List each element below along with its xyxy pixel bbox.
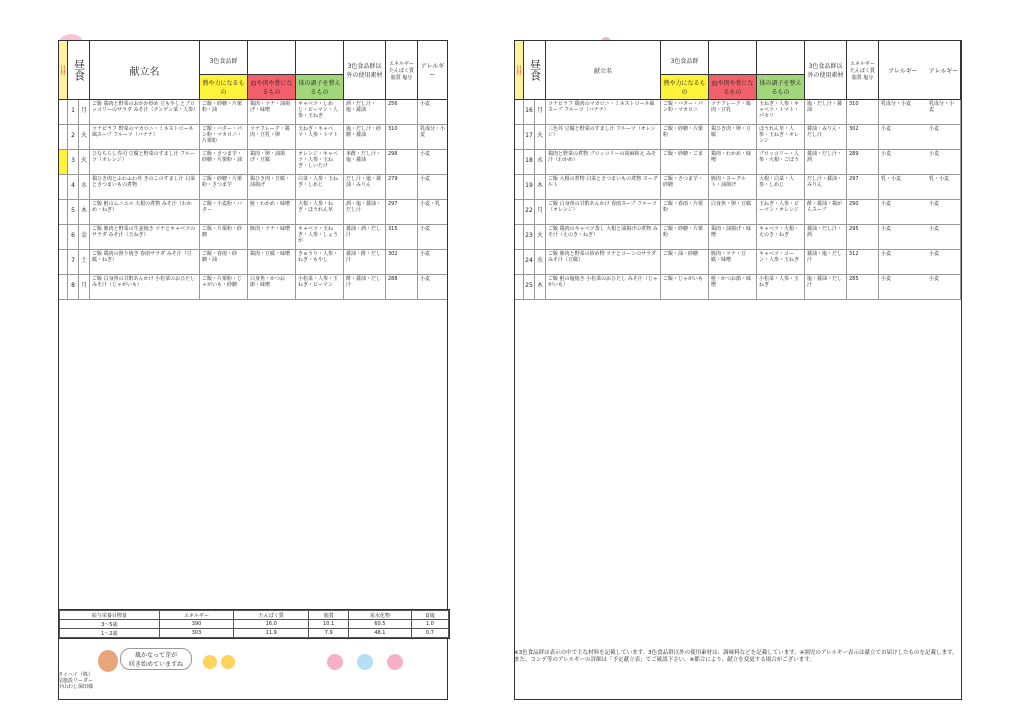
summary-row2-energy: 303 — [159, 629, 234, 638]
yellow-group-cell: ご飯・砂糖・片栗粉・さつま芋 — [200, 175, 248, 199]
table-row — [515, 275, 961, 300]
red-group-cell: 鶏肉・卵・油揚げ・豆腐 — [248, 150, 296, 174]
summary-col-protein: たんぱく質 — [234, 611, 309, 620]
red-group-cell: 鮭・わかめ・味噌 — [248, 200, 296, 224]
row-side — [515, 250, 524, 274]
yellow-group-label-right: 熱や力になるもの — [661, 74, 708, 99]
menu-text: 三色丼 豆腐と野菜のすまし汁 フルーツ（オレンジ） — [546, 125, 661, 149]
yellow-group-cell: ご飯・春雨・砂糖・油 — [200, 250, 248, 274]
day-of-week: 月 — [79, 275, 90, 299]
menu-text: ツナピラフ 野菜のマカロニ・ミネストローネ風スープ フルーツ（バナナ） — [90, 125, 200, 149]
menu-text: ツナピラフ 鶏肉のマカロニ・ミネストローネ風スープ フルーツ（バナナ） — [546, 100, 661, 124]
other-ingredients-cell: だし汁・醤油・みりん — [805, 175, 847, 199]
green-group-label: 体の調子を整えるもの — [296, 74, 343, 99]
yellow-group-heading — [200, 41, 248, 99]
summary-col-carb: 炭水化物 — [349, 611, 411, 620]
day-of-week: 水 — [79, 175, 90, 199]
energy-cell: 289 — [847, 150, 879, 174]
allergy-cell: 小麦 — [420, 151, 431, 157]
other-heading: 3色食品群以外の使用素材 — [344, 41, 386, 99]
yellow-group-cell: ご飯・バター・パン粉・マカロニ・片栗粉 — [200, 125, 248, 149]
red-group-cell: 鶏肉・ツナ・油揚げ・味噌 — [248, 100, 296, 124]
red-group-cell: ツナフレーク・鶏肉・豆乳・卵 — [248, 125, 296, 149]
day-number: 7 — [68, 250, 79, 274]
other-ingredients-cell: 醤油・だし汁・酒 — [805, 225, 847, 249]
menu-text: ご飯 大根の煮物 白菜とさつまいもの煮物 ヨーグルト — [546, 175, 661, 199]
other-ingredients-cell: だし汁・塩・醤油・みりん — [344, 175, 386, 199]
day-number: 19 — [524, 175, 535, 199]
green-group-cell: 大根・人参・ねぎ・ほうれん草 — [296, 200, 344, 224]
energy-cell: 298 — [386, 150, 418, 174]
row-side — [59, 250, 68, 274]
side-label: 日付 — [59, 41, 68, 99]
row-side — [515, 100, 524, 124]
table-row — [59, 100, 447, 125]
energy-cell: 297 — [386, 200, 418, 224]
menu-table-right — [514, 40, 962, 700]
summary-title: 給与栄養目標量 — [60, 611, 160, 620]
green-group-cell: 小松菜・人参・玉ねぎ — [757, 275, 805, 299]
row-side — [59, 100, 68, 124]
table-row — [515, 200, 961, 225]
red-group-cell: 鮭・かつお節・味噌 — [709, 275, 757, 299]
yellow-group-cell: ご飯・さつま芋・砂糖・片栗粉・油 — [200, 150, 248, 174]
allergy-cell: 小麦 — [881, 201, 892, 207]
row-side — [515, 150, 524, 174]
red-group-cell: 白身魚・かつお節・味噌 — [248, 275, 296, 299]
green-group-cell: 玉ねぎ・人参・キャベツ・トマト・パセリ — [757, 100, 805, 124]
summary-row2-label: 1〜2歳 — [60, 629, 160, 638]
yellow-group-cell: ご飯・小麦粉・バター — [200, 200, 248, 224]
other-heading-right: 3色食品群以外の使用素材 — [805, 41, 847, 99]
green-group-cell: 小松菜・人参・玉ねぎ・ピーマン — [296, 275, 344, 299]
summary-row1-label: 3〜5歳 — [60, 620, 160, 629]
green-group-heading-right — [757, 41, 805, 99]
allergy-cell: 小麦・乳 — [420, 201, 441, 207]
table-header-right — [515, 41, 961, 100]
yellow-group-cell: ご飯・春雨・片栗粉 — [661, 200, 709, 224]
day-of-week: 月 — [79, 100, 90, 124]
energy-cell: 279 — [386, 175, 418, 199]
day-of-week: 金 — [79, 225, 90, 249]
day-number: 8 — [68, 275, 79, 299]
row-side — [515, 125, 524, 149]
energy-cell: 302 — [847, 125, 879, 149]
side-label-right: 日付 — [515, 41, 524, 99]
other-ingredients-cell: 醤油・みりん・だし汁 — [805, 125, 847, 149]
allergy-cell: 小麦 — [420, 251, 431, 257]
red-group-cell: 鶏肉・わかめ・味噌 — [709, 150, 757, 174]
green-group-cell: キャベツ・しめじ・ピーマン・人参・玉ねぎ — [296, 100, 344, 124]
day-number: 2 — [68, 125, 79, 149]
allergy-cell: 小麦 — [881, 151, 892, 157]
day-of-week: 火 — [79, 125, 90, 149]
day-of-week: 火 — [79, 150, 90, 174]
menu-text: 鶏肉と野菜の煮物 ブロッコリーの胡麻和え みそ汁（わかめ） — [546, 150, 661, 174]
table-row — [515, 250, 961, 275]
menu-text: 鶏ひき肉とふわふわ丼 きのこのすまし汁 白菜とさつまいもの煮物 — [90, 175, 200, 199]
allergy-cell: 乳成分・小麦 — [420, 126, 446, 138]
red-group-cell: 豚肉・ヨーグルト・油揚げ — [709, 175, 757, 199]
red-group-cell: 鶏肉・油揚げ・味噌 — [709, 225, 757, 249]
summary-row2-carb: 48.1 — [349, 629, 411, 638]
yellow-group-cell: ご飯・砂糖・片栗粉 — [661, 125, 709, 149]
allergy-cell: 小麦 — [420, 176, 431, 182]
allergy-cell-2: 乳・小麦 — [927, 175, 961, 199]
green-group-cell: きゅうり・人参・ねぎ・もやし — [296, 250, 344, 274]
other-ingredients-cell: 塩・だし汁・砂糖・醤油 — [344, 125, 386, 149]
day-number: 4 — [68, 175, 79, 199]
table-row — [59, 275, 447, 300]
other-ingredients-cell: 醤油・だし汁・酒 — [805, 150, 847, 174]
day-number: 22 — [524, 200, 535, 224]
row-side — [59, 125, 68, 149]
allergy-cell: 小麦 — [420, 276, 431, 282]
day-number: 16 — [524, 100, 535, 124]
allergy-cell: 小麦 — [881, 126, 892, 132]
day-number: 24 — [524, 250, 535, 274]
red-group-cell: 豚肉・ツナ・味噌 — [248, 225, 296, 249]
row-side — [515, 200, 524, 224]
menu-text: ご飯 白身魚の甘酢あんかけ 小松菜のおひたし みそ汁（じゃがいも） — [90, 275, 200, 299]
group-heading: 3色食品群 — [209, 58, 238, 65]
day-number: 1 — [68, 100, 79, 124]
allergy-heading: アレルギー — [420, 63, 445, 79]
allergy-cell: 乳成分・小麦 — [881, 101, 912, 107]
day-of-week: 月 — [535, 200, 546, 224]
row-side — [59, 150, 68, 174]
day-number: 6 — [68, 225, 79, 249]
allergy-cell: 小麦 — [420, 101, 431, 107]
row-side — [59, 275, 68, 299]
allergy-cell-2: 小麦 — [927, 200, 961, 224]
allergy-cell-2: 小麦 — [927, 275, 961, 299]
energy-cell: 302 — [386, 250, 418, 274]
other-ingredients-cell: 酢・醤油・だし汁 — [344, 275, 386, 299]
other-ingredients-cell: 酢・醤油・鶏がらスープ — [805, 200, 847, 224]
day-number: 18 — [524, 150, 535, 174]
green-group-cell: 白菜・人参・玉ねぎ・しめじ — [296, 175, 344, 199]
allergy-cell: 乳・小麦 — [881, 176, 902, 182]
allergy-cell-2: 小麦 — [927, 225, 961, 249]
summary-row2-protein: 11.9 — [234, 629, 309, 638]
row-side — [515, 175, 524, 199]
table-row — [59, 125, 447, 150]
nutrition-heading-right: エネルギー たんぱく質 脂質 塩分 — [847, 41, 879, 99]
other-ingredients-cell: 塩・だし汁・醤油 — [805, 100, 847, 124]
allergy-heading-right: アレルギー — [888, 67, 918, 75]
allergy-cell-2: 小麦 — [927, 150, 961, 174]
yellow-group-cell: ご飯・バター・パン粉・マカロニ — [661, 100, 709, 124]
yellow-group-cell: ご飯・油・砂糖 — [661, 250, 709, 274]
menu-text: ひなちらし寿司 豆腐と野菜のすまし汁 フルーツ（オレンジ） — [90, 150, 200, 174]
menu-text: ご飯 鶏肉の照り焼き 春雨サラダ みそ汁（豆腐・ねぎ） — [90, 250, 200, 274]
table-row — [59, 150, 447, 175]
summary-row1-energy: 390 — [159, 620, 234, 629]
nutrition-summary — [58, 609, 450, 639]
other-ingredients-cell: 米酢・だし汁・塩・醤油 — [344, 150, 386, 174]
menu-table-left — [58, 40, 448, 700]
summary-row1-protein: 16.0 — [234, 620, 309, 629]
menu-rows-left — [59, 100, 447, 300]
yellow-group-cell: ご飯・片栗粉・砂糖 — [200, 225, 248, 249]
day-of-week: 火 — [535, 225, 546, 249]
summary-row1-fat: 10.1 — [309, 620, 349, 629]
green-group-cell: ほうれん草・人参・玉ねぎ・オレンジ — [757, 125, 805, 149]
table-row — [515, 125, 961, 150]
energy-cell: 297 — [847, 175, 879, 199]
red-group-label: 血や肉や骨になるもの — [248, 74, 295, 99]
green-group-cell: 大根・白菜・人参・しめじ — [757, 175, 805, 199]
allergy-heading-right-2: アレルギー — [927, 41, 961, 99]
green-group-cell: オレンジ・キャベツ・人参・玉ねぎ・しいたけ — [296, 150, 344, 174]
red-group-label-right: 血や肉や骨になるもの — [709, 74, 756, 99]
day-of-week: 土 — [79, 250, 90, 274]
row-side — [59, 175, 68, 199]
energy-cell: 315 — [386, 225, 418, 249]
energy-cell: 295 — [847, 225, 879, 249]
day-of-week: 木 — [79, 200, 90, 224]
red-group-heading-right — [709, 41, 757, 99]
allergy-cell: 小麦 — [881, 276, 892, 282]
green-group-cell: ブロッコリー・人参・大根・ごぼう — [757, 150, 805, 174]
menu-text: ご飯 鮭のムニエル 大根の煮物 みそ汁（わかめ・ねぎ） — [90, 200, 200, 224]
day-number: 25 — [524, 275, 535, 299]
green-group-cell: キャベツ・玉ねぎ・人参・しょうが — [296, 225, 344, 249]
energy-cell: 285 — [847, 275, 879, 299]
day-number: 3 — [68, 150, 79, 174]
energy-cell: 310 — [847, 100, 879, 124]
summary-col-fat: 脂質 — [309, 611, 349, 620]
table-row — [59, 175, 447, 200]
other-ingredients-cell: 醤油・塩・だし汁 — [805, 250, 847, 274]
day-of-week: 木 — [535, 275, 546, 299]
summary-col-energy: エネルギー — [159, 611, 234, 620]
yellow-group-cell: ご飯・じゃがいも — [661, 275, 709, 299]
table-header-left — [59, 41, 447, 100]
day-number: 17 — [524, 125, 535, 149]
row-side — [515, 275, 524, 299]
row-side — [515, 225, 524, 249]
energy-cell: 256 — [386, 100, 418, 124]
green-group-cell: 玉ねぎ・人参・ピーマン・オレンジ — [757, 200, 805, 224]
allergy-cell: 小麦 — [881, 226, 892, 232]
energy-cell: 310 — [386, 125, 418, 149]
other-ingredients-cell: 醤油・酒・だし汁 — [344, 225, 386, 249]
meal-label-right: 昼食 — [524, 41, 546, 99]
summary-row2-fat: 7.9 — [309, 629, 349, 638]
energy-cell: 290 — [847, 200, 879, 224]
summary-row1-carb: 60.5 — [349, 620, 411, 629]
energy-cell: 288 — [386, 275, 418, 299]
green-group-cell: キャベツ・大根・えのき・ねぎ — [757, 225, 805, 249]
chef-avatar-icon — [98, 650, 118, 672]
yellow-group-cell: ご飯・砂糖・片栗粉 — [661, 225, 709, 249]
other-ingredients-cell: 酒・だし汁・塩・醤油 — [344, 100, 386, 124]
yellow-group-cell: ご飯・さつま芋・砂糖 — [661, 175, 709, 199]
day-of-week: 水 — [535, 250, 546, 274]
red-group-cell: ツナフレーク・鶏肉・豆乳 — [709, 100, 757, 124]
table-row — [515, 100, 961, 125]
allergy-cell-2: 小麦 — [927, 125, 961, 149]
other-ingredients-cell: 酒・塩・醤油・だし汁 — [344, 200, 386, 224]
author-signature: タイヘイ（株） 法施設リーダー 中山わし保田様 — [58, 672, 94, 690]
green-group-heading — [296, 41, 344, 99]
menu-text: ご飯 鶏肉のキャベツ蒸し 大根と油揚げの煮物 みそ汁（えのき・ねぎ） — [546, 225, 661, 249]
menu-heading-right: 献立名 — [546, 41, 661, 99]
summary-row2-salt: 0.7 — [411, 629, 448, 638]
table-row — [59, 225, 447, 250]
red-group-heading — [248, 41, 296, 99]
red-group-cell: 豚肉・ツナ・豆腐・味噌 — [709, 250, 757, 274]
meal-label: 昼食 — [68, 41, 90, 99]
summary-col-salt: 食塩 — [411, 611, 448, 620]
menu-text: ご飯 白身魚の甘酢あんかけ 春雨スープ フルーツ（オレンジ） — [546, 200, 661, 224]
green-group-label-right: 体の調子を整えるもの — [757, 74, 804, 99]
menu-text: ご飯 豚肉と野菜の炒め物 ツナとコーンのサラダ みそ汁（豆腐） — [546, 250, 661, 274]
row-side — [59, 225, 68, 249]
nutrition-heading: エネルギー たんぱく質 脂質 塩分 — [386, 41, 418, 99]
day-of-week: 月 — [535, 100, 546, 124]
energy-cell: 312 — [847, 250, 879, 274]
allergy-cell-2: 小麦 — [927, 250, 961, 274]
table-row — [515, 150, 961, 175]
menu-text: ご飯 豚肉と野菜の生姜焼き ツナとキャベツのサラダ みそ汁（玉ねぎ） — [90, 225, 200, 249]
speech-bubble: 風かなって芽が 咲き始めていますね — [120, 648, 192, 670]
fairy-icon — [320, 650, 410, 674]
yellow-group-cell: ご飯・片栗粉・じゃがいも・砂糖 — [200, 275, 248, 299]
other-ingredients-cell: 塩・醤油・だし汁 — [805, 275, 847, 299]
table-row — [59, 200, 447, 225]
day-of-week: 木 — [535, 175, 546, 199]
table-row — [515, 175, 961, 200]
allergy-cell-2: 乳成分・小麦 — [927, 100, 961, 124]
footnotes: ※3色食品群は表示の中で主な材料を記載しています。3色食品群以外の使用素材は、調味料などを記載しています。※園児のアレルギー表示は献立でお届けしたものを記載します。また、コンデ等のアレルギーの詳細は「予定献立表」でご確認下さい。※都合により、献立を変更する場合がございます。 — [514, 650, 958, 663]
menu-text: ご飯 鮭の塩焼き 小松菜のおひたし みそ汁（じゃがいも） — [546, 275, 661, 299]
menu-heading: 献立名 — [90, 41, 200, 99]
flower-bottom-icon — [200, 650, 240, 674]
green-group-cell: キャベツ・コーン・人参・玉ねぎ — [757, 250, 805, 274]
row-side — [59, 200, 68, 224]
menu-rows-right — [515, 100, 961, 300]
day-of-week: 水 — [535, 150, 546, 174]
red-group-cell: 鶏肉・豆腐・味噌 — [248, 250, 296, 274]
red-group-cell: 白身魚・卵・豆腐 — [709, 200, 757, 224]
allergy-cell: 小麦 — [420, 226, 431, 232]
menu-text: ご飯 鶏肉と野菜のおかか炒め 豆もやしとブロッコリーのサラダ みそ汁（チンゲン菜・人参） — [90, 100, 200, 124]
allergy-cell: 小麦 — [881, 251, 892, 257]
green-group-cell: 玉ねぎ・キャベツ・人参・トマト — [296, 125, 344, 149]
group-heading-right: 3色食品群 — [670, 58, 699, 65]
day-of-week: 火 — [535, 125, 546, 149]
table-row — [59, 250, 447, 275]
red-group-cell: 鶏ひき肉・卵・豆腐 — [709, 125, 757, 149]
yellow-group-cell: ご飯・砂糖・片栗粉・油 — [200, 100, 248, 124]
yellow-group-label: 熱や力になるもの — [200, 74, 247, 99]
day-number: 23 — [524, 225, 535, 249]
red-group-cell: 鶏ひき肉・豆腐・油揚げ — [248, 175, 296, 199]
other-ingredients-cell: 醤油・酢・だし汁 — [344, 250, 386, 274]
yellow-group-heading-right — [661, 41, 709, 99]
day-number: 5 — [68, 200, 79, 224]
table-row — [515, 225, 961, 250]
yellow-group-cell: ご飯・砂糖・ごま — [661, 150, 709, 174]
summary-row1-salt: 1.0 — [411, 620, 448, 629]
